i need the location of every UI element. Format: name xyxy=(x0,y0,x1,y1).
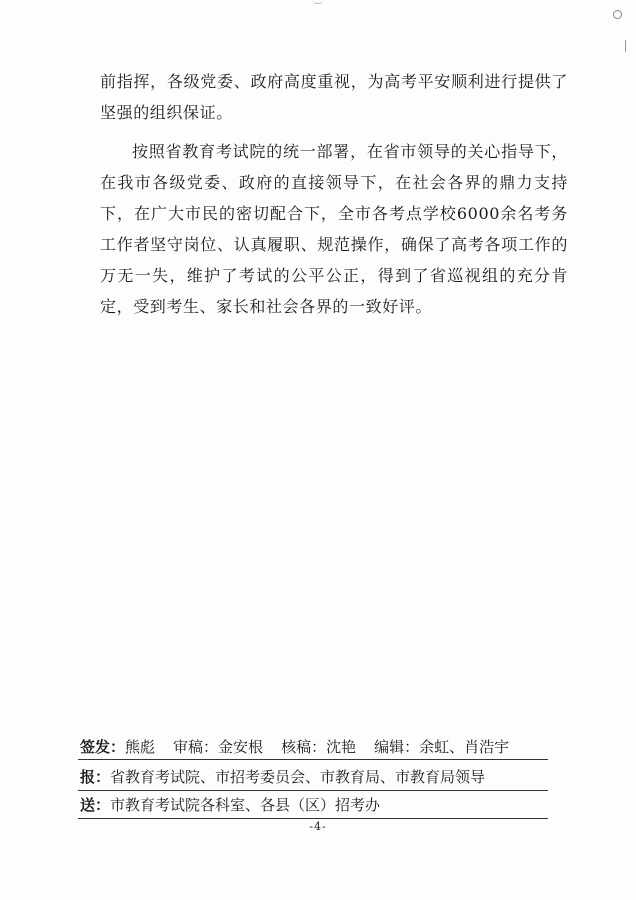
scan-artifact xyxy=(313,0,323,4)
body-paragraph-2: 按照省教育考试院的统一部署，在省市领导的关心指导下，在我市各级党委、政府的直接领导下，在社会各界的鼎力支持下，在广大市民的密切配合下，全市各考点学校6000余名考务工作者坚守岗位、认真履职、规范操作，确保了高考各项工作的万无一失，维护了考试的公平公正，得到了省巡视组的充分肯定，受到考生、家长和社会各界的一致好评。 xyxy=(100,142,568,316)
scan-artifact xyxy=(625,40,630,52)
signoff-line xyxy=(80,737,509,757)
scan-artifact xyxy=(613,10,622,19)
review-label: 审稿： xyxy=(173,738,219,756)
footer-rule xyxy=(78,759,548,760)
signoff-name: 熊彪 xyxy=(125,738,156,756)
page-number: -4- xyxy=(309,820,327,833)
send-line xyxy=(80,795,380,815)
editor-label: 编辑： xyxy=(374,738,420,756)
send-recipients: 市教育考试院各科室、各县（区）招考办 xyxy=(110,796,381,814)
report-recipients: 省教育考试院、市招考委员会、市教育局、市教育局领导 xyxy=(110,768,486,786)
check-label: 核稿：沈艳 xyxy=(281,738,357,756)
review-name: 金安根 xyxy=(218,738,264,756)
editor-names: 余虹、肖浩宇 xyxy=(419,738,510,756)
send-label: 送： xyxy=(80,796,111,814)
report-line xyxy=(80,767,485,787)
footer-rule xyxy=(78,818,548,819)
footer-rule xyxy=(78,790,548,791)
body-paragraph-1: 前指挥，各级党委、政府高度重视，为高考平安顺利进行提供了坚强的组织保证。 xyxy=(100,72,568,122)
report-label: 报： xyxy=(80,768,111,786)
signoff-label: 签发： xyxy=(80,738,126,756)
